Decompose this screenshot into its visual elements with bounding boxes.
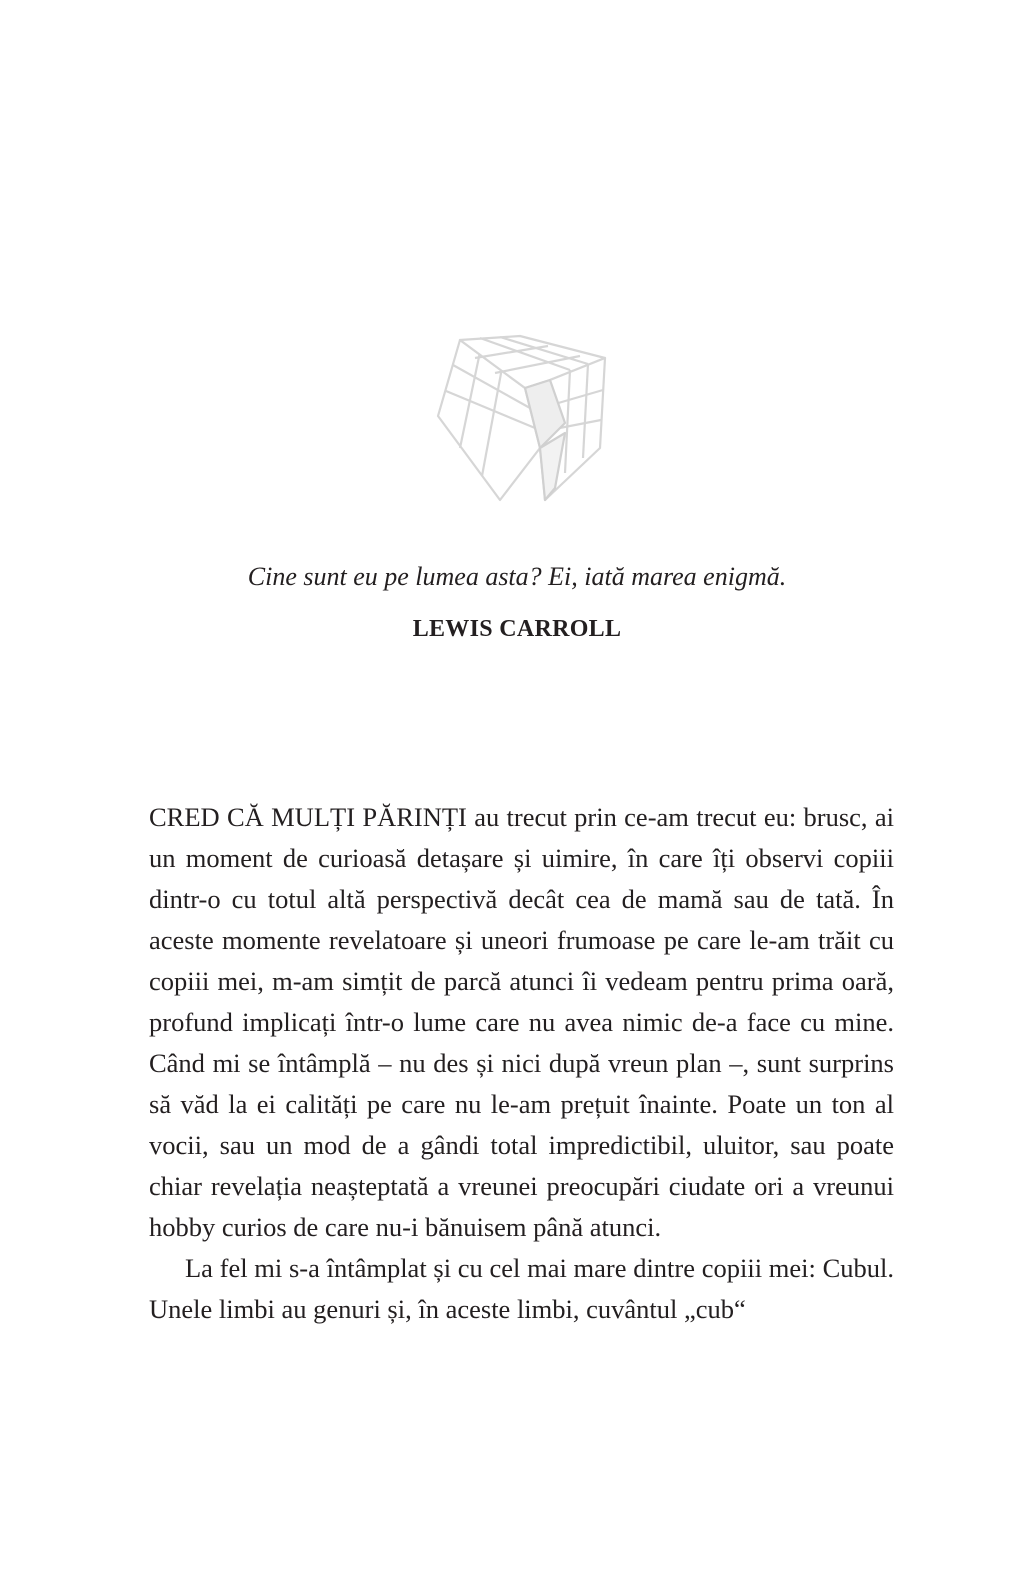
paragraph-1 — [149, 797, 894, 1248]
epigraph-author: LEWIS CARROLL — [412, 616, 622, 642]
lead-in: CRED CĂ MULȚI PĂRINȚI — [149, 802, 467, 832]
paragraph-2: La fel mi s-a întâmplat și cu cel mai mare dintre copiii mei: Cubul. Unele limbi au genuri și, în aceste limbi, cuvântul „cub“ — [149, 1253, 894, 1324]
epigraph — [0, 560, 1034, 646]
chapter-body — [149, 797, 894, 1330]
paragraph-1-text: au trecut prin ce-am trecut eu: brusc, ai un moment de curioasă detașare și uimire, în care îți observi copiii dintr-o cu totul altă perspectivă decât cea de mamă sau de tată. În aceste momente revelatoare și uneori frumoase pe care le-am trăit cu copiii mei, m-am simțit de parcă atunci îi vedeam pentru prima oară, profund implicați într-o lume care nu avea nimic de-a face cu mine. Când mi se întâmplă – nu des și nici după vreun plan –, sunt surprins să văd la ei calități pe care nu le-am prețuit înainte. Poate un ton al vocii, sau un mod de a gândi total impredictibil, uluitor, sau poate chiar revelația neașteptată a vreunei preocupări ciudate ori a vreunui hobby curios de care nu-i bănuisem până atunci. — [149, 802, 895, 1242]
rubiks-cube-icon — [430, 328, 620, 513]
epigraph-quote: Cine sunt eu pe lumea asta? Ei, iată marea enigmă. — [247, 562, 787, 591]
